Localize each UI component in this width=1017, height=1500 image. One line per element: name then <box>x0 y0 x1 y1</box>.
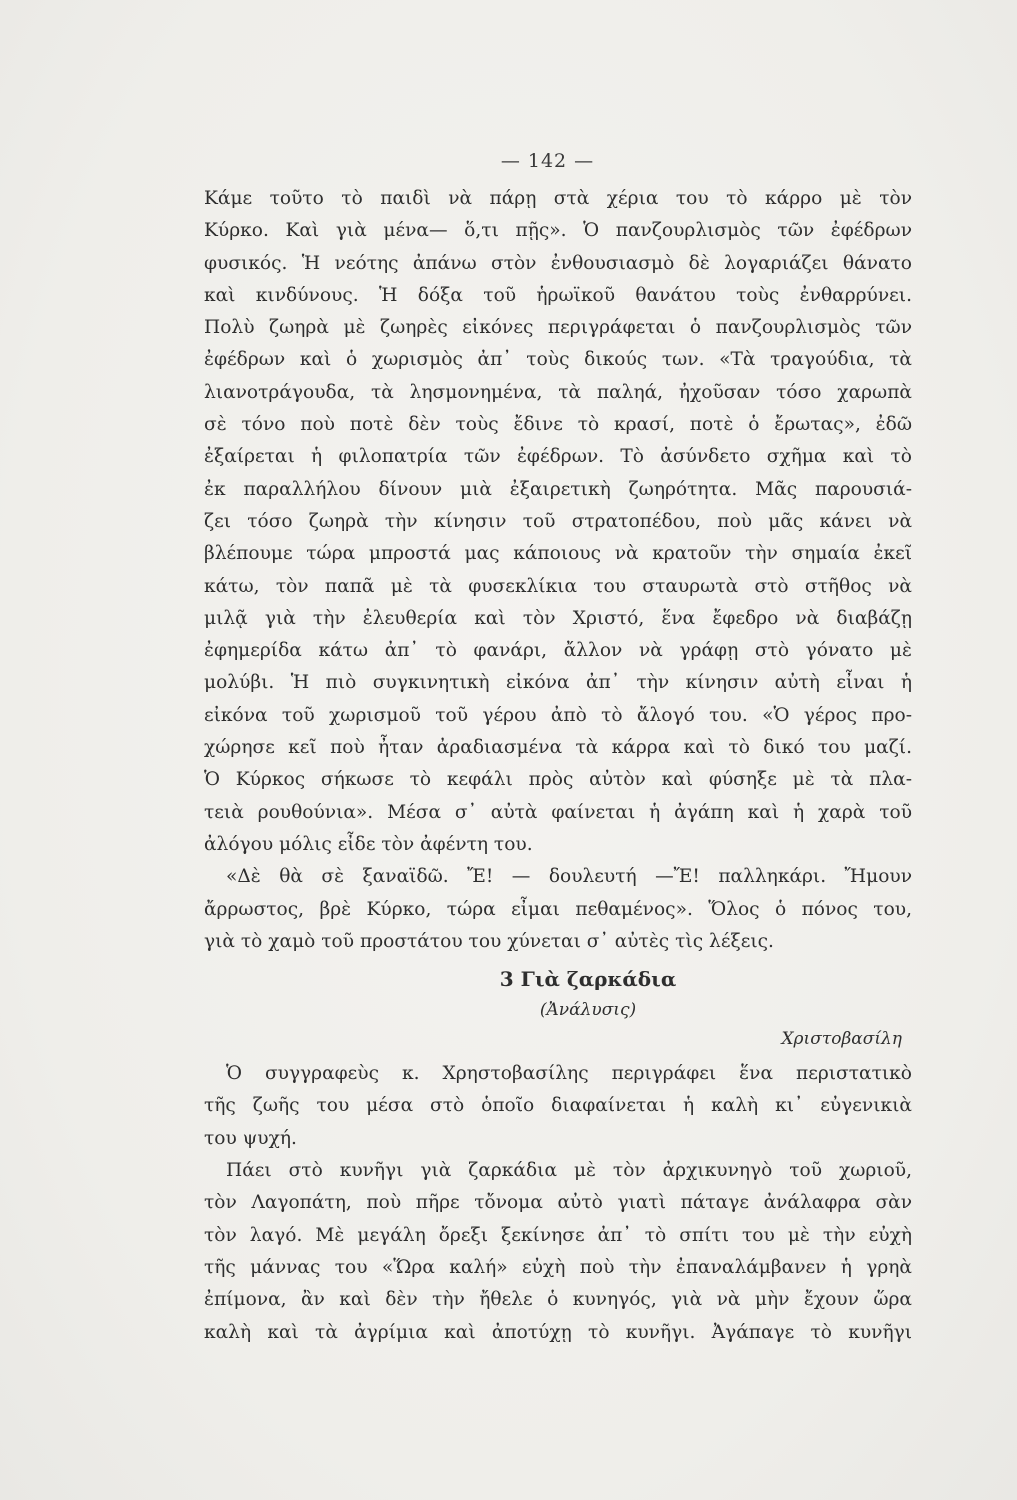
text-line: τὸν Λαγοπάτη, ποὺ πῆρε τὄνομα αὐτὸ γιατὶ πάταγε ἀνάλαφρα σὰν <box>204 1192 912 1214</box>
text-line: «Δὲ θὰ σὲ ξαναϊδῶ. Ἔ! — δουλευτή —Ἔ! παλληκάρι. Ἤμουν <box>226 866 912 888</box>
text-line: ἐξαίρεται ἡ φιλοπατρία τῶν ἐφέδρων. Τὸ ἀσύνδετο σχῆμα καὶ τὸ <box>204 446 912 468</box>
paragraph-4 <box>204 1155 912 1349</box>
text-line: ἐπίμονα, ἂν καὶ δὲν τὴν ἤθελε ὁ κυνηγός, γιὰ νὰ μὴν ἔχουν ὥρα <box>204 1289 912 1311</box>
paragraph-3 <box>204 1058 912 1155</box>
text-line: τῆς ζωῆς του μέσα στὸ ὁποῖο διαφαίνεται ἡ καλὴ κι᾿ εὐγενικιὰ <box>204 1095 912 1117</box>
text-line: καλὴ καὶ τὰ ἀγρίμια καὶ ἀποτύχῃ τὸ κυνῆγι. Ἀγάπαγε τὸ κυνῆγι <box>204 1321 912 1343</box>
text-line: ἐκ παραλλήλου δίνουν μιὰ ἐξαιρετικὴ ζωηρότητα. Μᾶς παρουσιά- <box>204 478 912 500</box>
text-line: βλέπουμε τώρα μπροστά μας κάποιους νὰ κρατοῦν τὴν σημαία ἐκεῖ <box>204 543 912 565</box>
text-line: εἰκόνα τοῦ χωρισμοῦ τοῦ γέρου ἀπὸ τὸ ἄλογό του. «Ὁ γέρος προ- <box>204 704 912 726</box>
section-author: Χριστοβασίλη <box>781 1029 902 1050</box>
text-line: ἀλόγου μόλις εἶδε τὸν ἀφέντη του. <box>204 833 533 855</box>
text-line: ζει τόσο ζωηρὰ τὴν κίνησιν τοῦ στρατοπέδου, ποὺ μᾶς κάνει νὰ <box>204 510 912 532</box>
text-line: γιὰ τὸ χαμὸ τοῦ προστάτου του χύνεται σ᾿ αὐτὲς τὶς λέξεις. <box>204 930 774 952</box>
text-line: ἐφημερίδα κάτω ἀπ᾿ τὸ φανάρι, ἄλλον νὰ γράφῃ στὸ γόνατο μὲ <box>204 640 912 662</box>
text-line: τειὰ ρουθούνια». Μέσα σ᾿ αὐτὰ φαίνεται ἡ ἀγάπη καὶ ἡ χαρὰ τοῦ <box>204 801 912 823</box>
text-line: κάτω, τὸν παπᾶ μὲ τὰ φυσεκλίκια του σταυρωτὰ στὸ στῆθος νὰ <box>204 575 912 597</box>
section-subtitle: (Ἀνάλυσις) <box>539 1000 637 1021</box>
text-line: τὸν λαγό. Μὲ μεγάλη ὄρεξι ξεκίνησε ἀπ᾿ τὸ σπίτι του μὲ τὴν εὐχὴ <box>204 1224 912 1246</box>
text-line: Πολὺ ζωηρὰ μὲ ζωηρὲς εἰκόνες περιγράφεται ὁ πανζουρλισμὸς τῶν <box>204 317 912 339</box>
text-line: Ὁ Κύρκος σήκωσε τὸ κεφάλι πρὸς αὐτὸν καὶ φύσηξε μὲ τὰ πλα- <box>204 769 912 791</box>
text-line: χώρησε κεῖ ποὺ ἦταν ἀραδιασμένα τὰ κάρρα καὶ τὸ δικό του μαζί. <box>204 737 912 759</box>
text-line: λιανοτράγουδα, τὰ λησμονημένα, τὰ παληά, ἠχοῦσαν τόσο χαρωπὰ <box>204 381 912 403</box>
text-line: μολύβι. Ἡ πιὸ συγκινητικὴ εἰκόνα ἀπ᾿ τὴν κίνησιν αὐτὴ εἶναι ἡ <box>204 672 912 694</box>
paragraph-2 <box>204 861 912 958</box>
text-line: ἐφέδρων καὶ ὁ χωρισμὸς ἀπ᾿ τοὺς δικούς των. «Τὰ τραγούδια, τὰ <box>204 349 912 371</box>
text-line: Ὁ συγγραφεὺς κ. Χρηστοβασίλης περιγράφει ἕνα περιστατικὸ <box>226 1063 912 1085</box>
text-line: τῆς μάννας του «Ὥρα καλή» εὐχὴ ποὺ τὴν ἐπαναλάμβανεν ἡ γρηὰ <box>204 1256 912 1278</box>
text-line: Πάει στὸ κυνῆγι γιὰ ζαρκάδια μὲ τὸν ἀρχικυνηγὸ τοῦ χωριοῦ, <box>226 1160 912 1182</box>
section-heading: 3 Γιὰ ζαρκάδια <box>499 967 677 992</box>
page-number: — 142 — <box>500 150 595 172</box>
text-line: ἄρρωστος, βρὲ Κύρκο, τώρα εἶμαι πεθαμένος». Ὅλος ὁ πόνος του, <box>204 898 912 920</box>
text-line: Κύρκο. Καὶ γιὰ μένα— ὅ,τι πῇς». Ὁ πανζουρλισμὸς τῶν ἐφέδρων <box>204 220 912 242</box>
text-line: του ψυχή. <box>204 1127 297 1149</box>
paragraph-1 <box>204 183 912 861</box>
text-line: φυσικός. Ἡ νεότης ἀπάνω στὸν ἐνθουσιασμὸ δὲ λογαριάζει θάνατο <box>204 252 912 274</box>
text-line: μιλᾷ γιὰ τὴν ἐλευθερία καὶ τὸν Χριστό, ἕνα ἔφεδρο νὰ διαβάζῃ <box>204 607 912 629</box>
text-line: Κάμε τοῦτο τὸ παιδὶ νὰ πάρῃ στὰ χέρια του τὸ κάρρο μὲ τὸν <box>204 188 912 209</box>
body-text <box>204 183 912 1349</box>
text-line: καὶ κινδύνους. Ἡ δόξα τοῦ ἡρωϊκοῦ θανάτου τοὺς ἐνθαρρύνει. <box>204 284 912 306</box>
text-line: σὲ τόνο ποὺ ποτὲ δὲν τοὺς ἔδινε τὸ κρασί, ποτὲ ὁ ἔρωτας», ἐδῶ <box>204 414 912 436</box>
